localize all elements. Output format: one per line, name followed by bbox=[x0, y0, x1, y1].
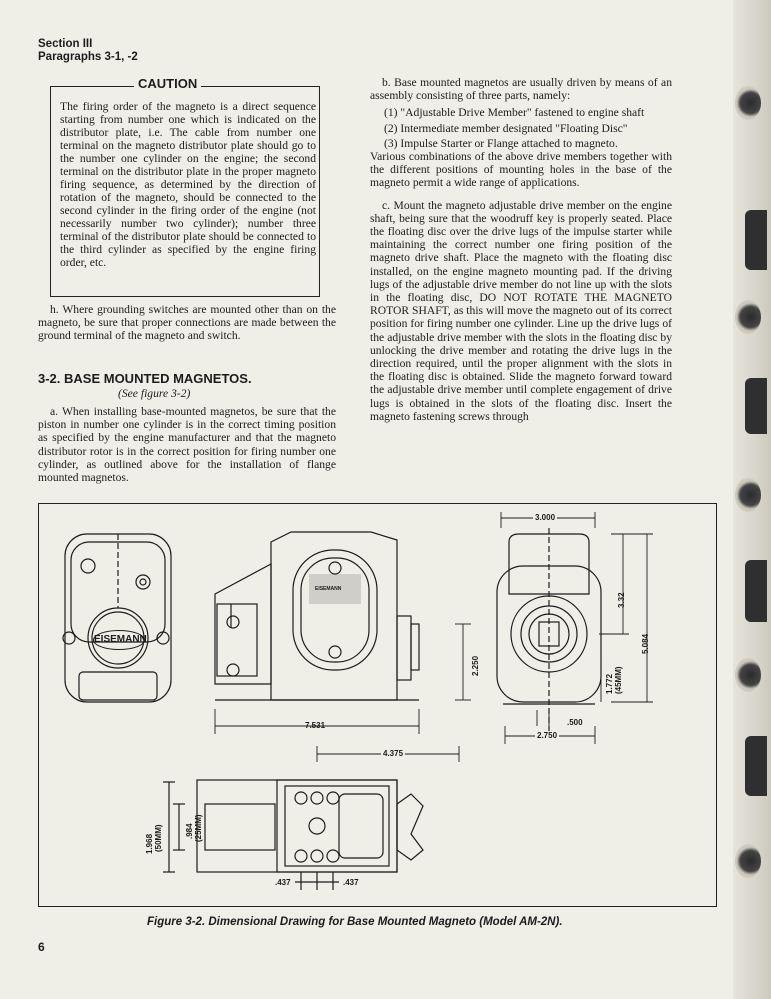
index-tab bbox=[745, 736, 767, 796]
list-item: (2) Intermediate member designated "Floating Disc" bbox=[384, 121, 628, 135]
dimension-label: 7.531 bbox=[305, 721, 326, 730]
dimension-label: .437 bbox=[275, 878, 291, 887]
paragraph-h: h. Where grounding switches are mounted other than on the magneto, be sure that proper connections are made between the ground terminal of the magneto and switch. bbox=[38, 303, 336, 343]
magneto-drawing bbox=[39, 504, 716, 906]
dimension-label: (25MM) bbox=[194, 814, 203, 842]
index-tab bbox=[745, 378, 767, 434]
see-figure: (See figure 3-2) bbox=[118, 387, 191, 400]
dimension-label: 1.968 bbox=[145, 833, 154, 854]
binder-hole-icon bbox=[735, 658, 761, 692]
binder-hole-icon bbox=[735, 478, 761, 512]
section-label: Section III bbox=[38, 38, 93, 50]
left-column-lower bbox=[38, 405, 336, 484]
dimension-label: .500 bbox=[567, 718, 583, 727]
page-number: 6 bbox=[38, 940, 45, 954]
magneto-side-view bbox=[215, 532, 419, 700]
index-tab bbox=[745, 560, 767, 622]
caution-title: CAUTION bbox=[134, 76, 201, 91]
dimension-label: 2.250 bbox=[471, 655, 480, 676]
right-column bbox=[370, 76, 672, 423]
binder-hole-icon bbox=[735, 844, 761, 878]
paragraphs-label: Paragraphs 3-1, -2 bbox=[38, 51, 138, 63]
section-heading: 3-2. BASE MOUNTED MAGNETOS. bbox=[38, 371, 252, 386]
dimension-label: 2.750 bbox=[537, 731, 558, 740]
magneto-front-view bbox=[497, 528, 601, 734]
dimension-label: .984 bbox=[185, 823, 194, 839]
dimension-label: (50MM) bbox=[154, 824, 163, 852]
paragraph-b2: Various combinations of the above drive members together with the different positions of mounting holes in the base of the magneto permit a wide range of applications. bbox=[370, 150, 672, 190]
dimension-label: 4.375 bbox=[383, 749, 404, 758]
caution-text: The firing order of the magneto is a direct sequence starting from number one which is indicated on the distributor plate, i.e. The cable from number one terminal on the magneto distributor plate should go to the number one cylinder on the engine; the second terminal on the distributor plate in the proper magneto firing sequence, as determined by the direction of rotation of the magneto, should be connected to the second cylinder in the firing order of the engine (not necessarily number two cylinder); number three terminal of the distributor plate should be connected to the third cylinder as specified by the engine firing order, etc. bbox=[60, 100, 316, 269]
dimension-label: (45MM) bbox=[614, 666, 623, 694]
figure-dimensional-drawing bbox=[38, 503, 717, 907]
dimension-label: 5.084 bbox=[641, 633, 650, 654]
dimension-label: 3.000 bbox=[535, 513, 556, 522]
page-header bbox=[38, 38, 138, 64]
list-item: (1) "Adjustable Drive Member" fastened to engine shaft bbox=[384, 106, 645, 120]
list-item: (3) Impulse Starter or Flange attached to magneto. bbox=[384, 136, 618, 150]
dimension-label: .437 bbox=[343, 878, 359, 887]
paragraph-b: b. Base mounted magnetos are usually driven by means of an assembly consisting of three parts, namely: bbox=[370, 76, 672, 103]
binder-hole-icon bbox=[735, 86, 761, 120]
figure-caption: Figure 3-2. Dimensional Drawing for Base Mounted Magneto (Model AM-2N). bbox=[147, 916, 563, 928]
binder-hole-icon bbox=[735, 300, 761, 334]
paragraph-a: a. When installing base-mounted magnetos, be sure that the piston in number one cylinder is in the correct timing position as specified by the engine manufacturer and that the magneto distributor rotor is in the correct position for firing number one cylinder, as outlined above for the installation of flange mounted magnetos. bbox=[38, 405, 336, 485]
paragraph-c: c. Mount the magneto adjustable drive member on the engine shaft, being sure that the woodruff key is properly seated. Place the floating disc over the drive lugs of the impulse starter while maintaining the correct number one firing position of the magneto drive shaft. Place the magneto with the floating disc installed, on the engine magneto mounting pad. If the driving lugs of the adjustable drive member do not line up with the slots in the floating disc, DO NOT ROTATE THE MAGNETO ROTOR SHAFT, as this will move the magneto out of its correct position for firing number one cylinder. Line up the drive lugs of the adjustable drive member with the slots in the floating disc by unlocking the drive member and rotating the drive lugs in the direction required, until the proper alignment with the slots in the floating disc is obtained. Slide the magneto forward toward the adjustable drive member until complete engagement of drive lugs is obtained in the slots of the floating disc. Insert the magneto fastening screws through bbox=[370, 198, 672, 423]
dimension-label: 3.32 bbox=[617, 592, 626, 608]
left-column bbox=[38, 303, 336, 343]
index-tab bbox=[745, 210, 767, 270]
magneto-end-view bbox=[63, 534, 171, 702]
dimension-label: 1.772 bbox=[605, 673, 614, 694]
nameplate-logo: EISEMANN bbox=[315, 586, 342, 592]
eisemann-logo: EISEMANN bbox=[93, 630, 145, 650]
